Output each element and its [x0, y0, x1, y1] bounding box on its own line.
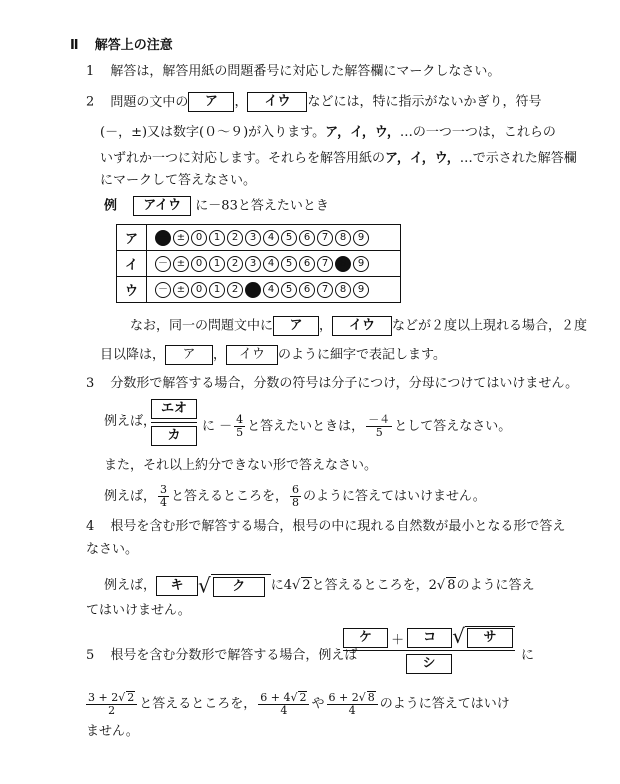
answer-box-aiu: アイウ: [133, 196, 191, 216]
mark-sheet-example: [116, 224, 401, 303]
frac-num: 6 + 4: [260, 691, 291, 704]
item-4-text: に4: [270, 578, 293, 593]
answer-box-ke: ケ: [343, 628, 388, 648]
answer-box-a: ア: [273, 316, 319, 336]
answer-box-eo: エオ: [151, 399, 197, 419]
bubble: 1: [209, 256, 225, 272]
item-4-example: 例えば， キ √ ク に4√ 2と答えるところを，2√ 8のように答え: [104, 573, 535, 598]
item-3-text: 例えば，: [104, 414, 157, 429]
note-text: なお，同一の問題文中に: [130, 318, 274, 334]
item-2-text: にマークして答えなさい。: [100, 173, 257, 188]
mark-row: [117, 225, 401, 251]
item-3-line-1: [86, 376, 578, 392]
root-sign: √: [452, 624, 465, 648]
frac-den: 8: [292, 496, 300, 509]
bubble: 9: [353, 256, 369, 272]
radicand: 8: [367, 691, 375, 704]
fraction-6p4r2-over-4: $\frac{6 + 4√ 2}{4}$: [258, 691, 309, 717]
comma: ，: [213, 347, 227, 363]
item-3-text: に: [202, 419, 216, 434]
example-label: 例: [104, 198, 118, 214]
item-2-bold-labels: ア，イ，ウ，: [325, 125, 400, 140]
item-2-line-2: [100, 125, 556, 141]
bubble: 5: [281, 282, 297, 298]
bubble: 7: [317, 282, 333, 298]
fraction-neg-4-5: [234, 414, 245, 439]
item-2-line-1: [86, 92, 541, 112]
mark-row-label: ウ: [117, 277, 147, 303]
item-5-line-2: [84, 691, 510, 717]
mark-row-label: イ: [117, 251, 147, 277]
mark-bubbles: [147, 225, 401, 251]
answer-box-ka: カ: [151, 426, 197, 446]
frac-den: 4: [160, 496, 168, 509]
item-5-text: や: [311, 696, 325, 712]
bubble: ±: [173, 282, 189, 298]
item-3-text: のように答えてはいけません。: [303, 489, 486, 504]
item-4-text: 根号を含む形で解答する場合，根号の中に現れる自然数が最小となる形で答え: [110, 519, 566, 534]
answer-box-ko: コ: [407, 628, 452, 648]
thin-box-iu: イウ: [226, 345, 278, 365]
bubble: 0: [191, 230, 207, 246]
item-4-text: のように答え: [456, 578, 535, 593]
item-1-text: 解答は，解答用紙の問題番号に対応した解答欄にマークしなさい。: [110, 64, 501, 79]
item-3-example-1: [104, 414, 156, 430]
note-line-2: [100, 345, 446, 365]
bubble: 4: [263, 282, 279, 298]
item-4-line-2: [86, 542, 138, 558]
fraction-box-eo-ka: [151, 399, 197, 446]
answer-box-a: ア: [188, 92, 234, 112]
fraction-6p2r8-over-4: $\frac{6 + 2√ 8}{4}$: [327, 691, 378, 717]
item-4-text: と答えるところを，2: [311, 578, 437, 593]
item-1-number: 1: [86, 64, 95, 79]
bubble: 5: [281, 230, 297, 246]
radicand: 2: [127, 691, 135, 704]
item-2-text: などには，特に指示がないかぎり，符号: [307, 94, 542, 110]
fraction-box-ke-ko-sa-shi: [343, 624, 515, 674]
item-5-text: と答えるところを，: [139, 696, 257, 712]
answer-box-ku: ク: [213, 577, 265, 597]
plus-sign: ＋: [391, 633, 405, 648]
item-5-text: 根号を含む分数形で解答する場合，例えば: [110, 648, 358, 663]
item-2-number: 2: [86, 94, 95, 110]
bubble: 3: [245, 256, 261, 272]
bubble: 7: [317, 256, 333, 272]
radicand: 2: [299, 691, 307, 704]
example-text: に－83と答えたいとき: [195, 198, 329, 214]
item-5-line-1: [86, 648, 357, 664]
frac-den: 4: [348, 704, 356, 717]
fraction-3-4: [158, 484, 169, 509]
bubble-filled: 3: [245, 282, 261, 298]
note-text: のように細字で表記します。: [278, 347, 446, 363]
item-3-text: と答えるところを，: [171, 489, 289, 504]
item-3-example-1b: [202, 414, 511, 439]
frac-num: 3: [160, 483, 168, 496]
item-4-number: 4: [86, 519, 95, 534]
mark-bubbles: [147, 251, 401, 277]
answer-box-shi: シ: [406, 654, 452, 674]
comma: ，: [234, 94, 248, 110]
item-4-text: 例えば，: [104, 578, 157, 593]
bubble: 4: [263, 230, 279, 246]
item-2-text: 問題の文中の: [110, 94, 189, 110]
answer-box-sa: サ: [467, 628, 513, 648]
radicand: 8: [447, 578, 456, 593]
item-5-line-1b: [521, 648, 534, 664]
bubble: 6: [299, 282, 315, 298]
item-3-number: 3: [86, 376, 95, 391]
frac-den: 2: [108, 704, 116, 717]
item-2-bold-labels: ア，イ，ウ，: [384, 151, 460, 166]
fraction-numerator: [343, 624, 515, 648]
fraction-3p2r2-over-2: $\frac{3 + 2√ 2}{2}$: [86, 691, 137, 717]
frac-den: 5: [236, 426, 244, 439]
frac-num: 6: [292, 483, 300, 496]
frac-num: －４: [368, 413, 391, 426]
item-5-number: 5: [86, 648, 95, 663]
item-5-text: に: [521, 648, 535, 663]
root-sign: √: [198, 573, 211, 598]
item-2-text: いずれか一つに対応します。それらを解答用紙の: [100, 151, 385, 166]
item-4-line-3: [86, 603, 191, 619]
item-5-text: のように答えてはいけ: [379, 696, 510, 712]
bubble: 1: [209, 282, 225, 298]
bubble: 0: [191, 282, 207, 298]
item-3-text: 分数形で解答する場合，分数の符号は分子につけ，分母につけてはいけません。: [110, 376, 579, 391]
mark-bubbles: [147, 277, 401, 303]
bubble: ±: [173, 256, 189, 272]
frac-den: 5: [375, 426, 383, 439]
bubble: 1: [209, 230, 225, 246]
bubble: 2: [227, 256, 243, 272]
item-4-text: てはいけません。: [86, 603, 191, 618]
bubble: 6: [299, 256, 315, 272]
item-3-line-2: [104, 458, 377, 474]
bubble-filled: 8: [335, 256, 351, 272]
bubble: 8: [335, 282, 351, 298]
item-2-text: …の一つ一つは，これらの: [399, 125, 556, 140]
answer-box-iu: イウ: [332, 316, 392, 336]
bubble: 7: [317, 230, 333, 246]
frac-den: 4: [280, 704, 288, 717]
frac-num: 3 + 2: [88, 691, 119, 704]
bubble: 4: [263, 256, 279, 272]
thin-box-a: ア: [165, 345, 213, 365]
section-heading: [70, 38, 173, 54]
answer-box-ki: キ: [156, 576, 198, 596]
bubble-filled: －: [155, 230, 171, 246]
item-5-line-3: [86, 724, 139, 740]
fraction-minus4-over-5: [366, 414, 392, 439]
item-2-line-3: [100, 151, 577, 167]
bubble: 2: [227, 282, 243, 298]
example-line: [104, 196, 329, 216]
frac-num: 4: [236, 413, 244, 426]
bubble: 2: [227, 230, 243, 246]
bubble: －: [155, 256, 171, 272]
radicand: 2: [302, 578, 311, 593]
item-3-example-2: [104, 484, 486, 509]
section-title: 解答上の注意: [94, 38, 173, 53]
item-1: [86, 64, 500, 80]
note-text: 目以降は，: [100, 347, 166, 363]
item-5-text: ません。: [86, 724, 139, 739]
bubble: 9: [353, 282, 369, 298]
item-2-text: …で示された解答欄: [459, 151, 577, 166]
note-text: などが２度以上現れる場合，２度: [392, 318, 588, 334]
note-line-1: [130, 316, 587, 336]
answer-box-iu: イウ: [247, 92, 307, 112]
bubble: ±: [173, 230, 189, 246]
frac-num: 6 + 2: [328, 691, 359, 704]
item-4-text: なさい。: [86, 542, 139, 557]
item-3-text: と答えたいときは，: [247, 419, 365, 434]
bubble: 3: [245, 230, 261, 246]
comma: ，: [319, 318, 333, 334]
item-2-line-4: [100, 173, 256, 189]
mark-row: [117, 251, 401, 277]
item-3-text: また，それ以上約分できない形で答えなさい。: [104, 458, 378, 473]
bubble: 6: [299, 230, 315, 246]
bubble: －: [155, 282, 171, 298]
minus-sign: －: [219, 419, 233, 434]
mark-row-label: ア: [117, 225, 147, 251]
bubble: 8: [335, 230, 351, 246]
fraction-6-8: [290, 484, 301, 509]
mark-row: [117, 277, 401, 303]
item-3-text: 例えば，: [104, 489, 157, 504]
item-3-text: として答えなさい。: [394, 419, 512, 434]
item-2-text: (－，±)又は数字(０～９)が入ります。: [100, 125, 326, 140]
section-roman: Ⅱ: [70, 38, 79, 53]
bubble: 5: [281, 256, 297, 272]
bubble: 0: [191, 256, 207, 272]
item-4-line-1: [86, 519, 565, 535]
bubble: 9: [353, 230, 369, 246]
